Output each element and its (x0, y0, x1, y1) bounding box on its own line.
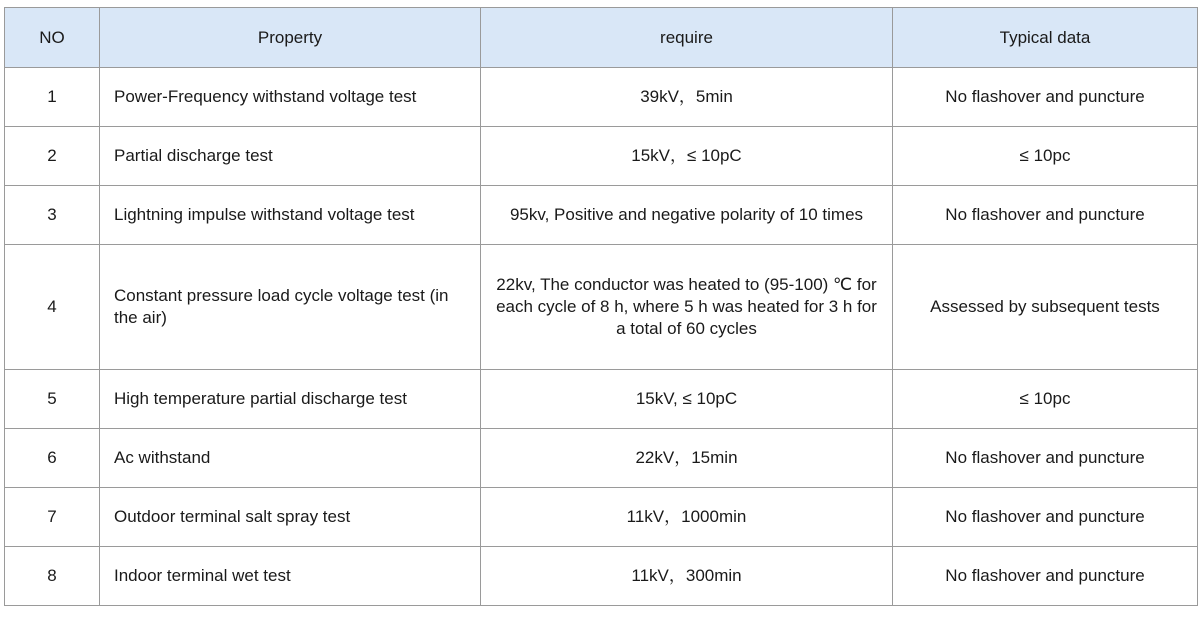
header-require: require (481, 8, 893, 68)
cell-no: 6 (5, 429, 100, 488)
cell-require: 95kv, Positive and negative polarity of 10 times (481, 186, 893, 245)
header-no: NO (5, 8, 100, 68)
table-header (5, 8, 1198, 68)
cell-typical-data: No flashover and puncture (893, 547, 1198, 606)
cell-require: 11kV，300min (481, 547, 893, 606)
table-row (5, 186, 1198, 245)
table-row (5, 245, 1198, 370)
cell-require: 22kv, The conductor was heated to (95-100) ℃ for each cycle of 8 h, where 5 h was heated for 3 h for a total of 60 cycles (481, 245, 893, 370)
table-row (5, 488, 1198, 547)
cell-property: Power-Frequency withstand voltage test (100, 68, 481, 127)
cell-require: 11kV，1000min (481, 488, 893, 547)
header-property: Property (100, 8, 481, 68)
cell-no: 5 (5, 370, 100, 429)
cell-typical-data: Assessed by subsequent tests (893, 245, 1198, 370)
cell-require: 15kV, ≤ 10pC (481, 370, 893, 429)
cell-no: 8 (5, 547, 100, 606)
cell-property: Outdoor terminal salt spray test (100, 488, 481, 547)
cell-property: High temperature partial discharge test (100, 370, 481, 429)
cell-no: 1 (5, 68, 100, 127)
header-row (5, 8, 1198, 68)
cell-property: Ac withstand (100, 429, 481, 488)
cell-property: Lightning impulse withstand voltage test (100, 186, 481, 245)
cell-typical-data: No flashover and puncture (893, 186, 1198, 245)
cell-property: Indoor terminal wet test (100, 547, 481, 606)
table-row (5, 429, 1198, 488)
cell-require: 39kV，5min (481, 68, 893, 127)
table-row (5, 547, 1198, 606)
cell-no: 7 (5, 488, 100, 547)
cell-typical-data: ≤ 10pc (893, 370, 1198, 429)
table-row (5, 68, 1198, 127)
cell-property: Constant pressure load cycle voltage test (in the air) (100, 245, 481, 370)
cell-typical-data: No flashover and puncture (893, 429, 1198, 488)
cell-typical-data: No flashover and puncture (893, 488, 1198, 547)
table-row (5, 127, 1198, 186)
cell-no: 2 (5, 127, 100, 186)
header-typical-data: Typical data (893, 8, 1198, 68)
cell-require: 22kV，15min (481, 429, 893, 488)
cell-typical-data: ≤ 10pc (893, 127, 1198, 186)
test-properties-table (4, 7, 1198, 606)
table-body (5, 68, 1198, 606)
cell-property: Partial discharge test (100, 127, 481, 186)
table-row (5, 370, 1198, 429)
cell-require: 15kV，≤ 10pC (481, 127, 893, 186)
cell-no: 3 (5, 186, 100, 245)
cell-no: 4 (5, 245, 100, 370)
cell-typical-data: No flashover and puncture (893, 68, 1198, 127)
